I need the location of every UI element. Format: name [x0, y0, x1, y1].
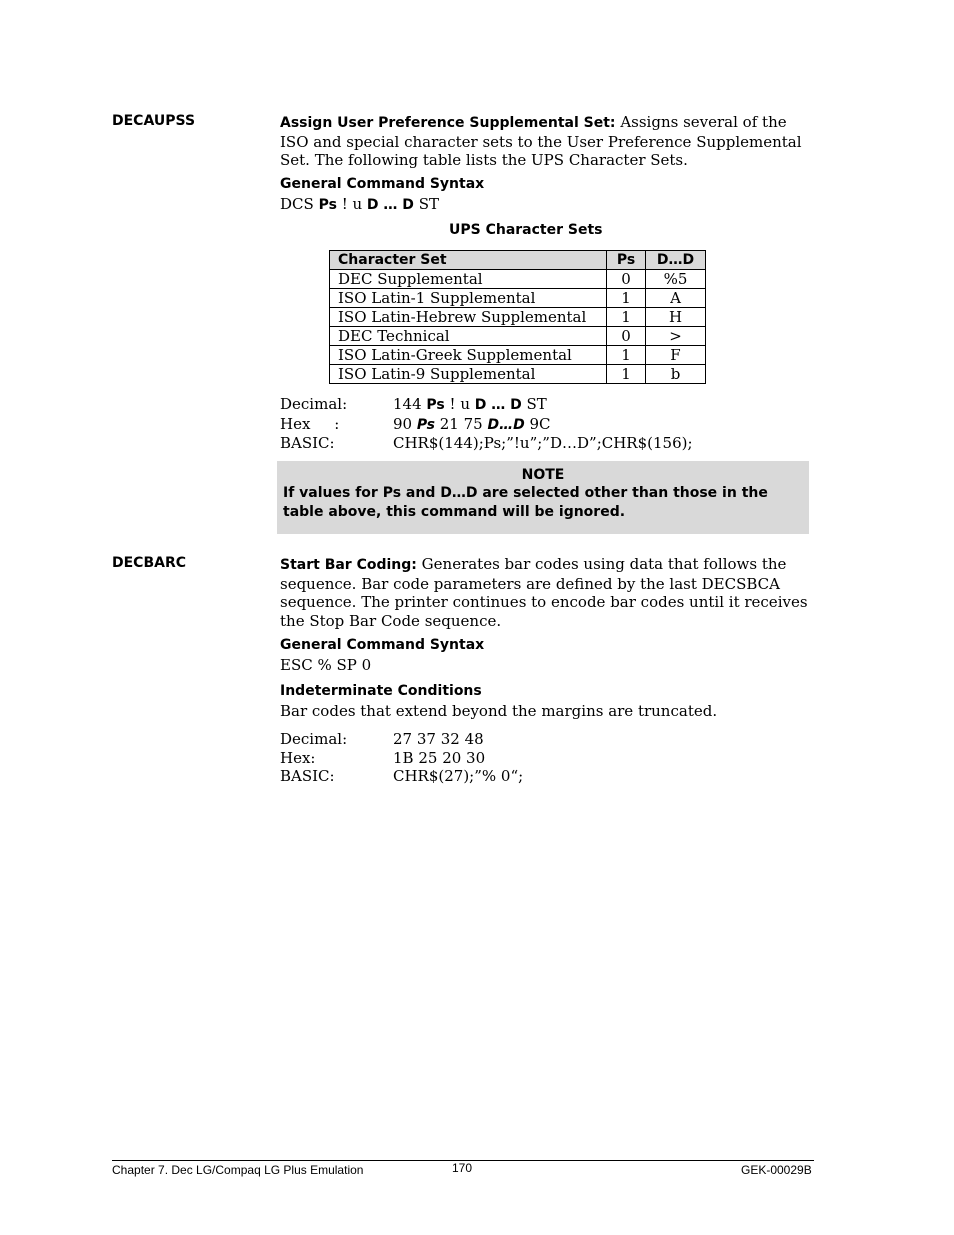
header-character-set: Character Set — [330, 251, 607, 270]
cell-character-set: ISO Latin-Greek Supplemental — [330, 346, 607, 365]
note-body: If values for Ps and D…D are selected other than those in the table above, this command will be ignored. — [283, 485, 768, 520]
cell-ps: 0 — [607, 270, 646, 289]
cell-ps: 1 — [607, 308, 646, 327]
decaupss-heading: Assign User Preference Supplemental Set: — [280, 115, 616, 131]
cell-dd: > — [646, 327, 706, 346]
footer-chapter: Chapter 7. Dec LG/Compaq LG Plus Emulation — [112, 1163, 364, 1177]
decimal-label: Decimal: — [280, 395, 348, 413]
cell-character-set: DEC Supplemental — [330, 270, 607, 289]
cell-dd: F — [646, 346, 706, 365]
note-title: NOTE — [521, 467, 565, 483]
header-dd: D…D — [646, 251, 706, 270]
hex-value: 90 Ps 21 75 D…D 9C — [393, 414, 551, 433]
syntax-mid: ! u — [336, 195, 367, 213]
cell-dd: H — [646, 308, 706, 327]
decbarc-heading: Start Bar Coding: — [280, 557, 417, 573]
cell-ps: 1 — [607, 346, 646, 365]
table-row — [330, 346, 706, 365]
decimal-label: Decimal: — [280, 730, 348, 748]
decaupss-description — [280, 113, 810, 170]
basic-value: CHR$(27);”% 0“; — [393, 767, 524, 785]
table-row — [330, 327, 706, 346]
decbarc-conditions: Bar codes that extend beyond the margins are truncated. — [280, 702, 718, 720]
decbarc-conditions-label: Indeterminate Conditions — [280, 683, 482, 699]
syntax-dd: D … D — [366, 197, 414, 213]
hex-label: Hex : — [280, 414, 340, 433]
decbarc-syntax-label: General Command Syntax — [280, 637, 485, 653]
decbarc-description — [280, 555, 810, 630]
footer-doc-id: GEK-00029B — [741, 1163, 812, 1177]
syntax-prefix: DCS — [280, 195, 319, 213]
cell-ps: 1 — [607, 289, 646, 308]
decimal-value: 144 Ps ! u D … D ST — [393, 395, 547, 413]
decimal-row — [280, 730, 810, 749]
table-header-row — [330, 251, 706, 270]
cell-character-set: DEC Technical — [330, 327, 607, 346]
cell-character-set: ISO Latin-9 Supplemental — [330, 365, 607, 384]
decaupss-syntax-label: General Command Syntax — [280, 176, 485, 192]
header-ps: Ps — [607, 251, 646, 270]
cell-ps: 1 — [607, 365, 646, 384]
table-row — [330, 365, 706, 384]
cell-character-set: ISO Latin-1 Supplemental — [330, 289, 607, 308]
hex-row — [280, 415, 810, 435]
cell-ps: 0 — [607, 327, 646, 346]
syntax-ps: Ps — [318, 197, 337, 213]
decaupss-syntax — [280, 195, 439, 215]
basic-label: BASIC: — [280, 434, 335, 452]
hex-value: 1B 25 20 30 — [393, 748, 486, 767]
table-row — [330, 308, 706, 327]
decaupss-description-text: Assigns several of the ISO and special character sets to the User Preference Supplemental Set. The following table lists the UPS Character Sets. — [280, 113, 802, 169]
decbarc-codes — [280, 730, 810, 786]
decbarc-description-text: Generates bar codes using data that follows the sequence. Bar code parameters are defined by the last DECSBCA sequence. The printer continues to encode bar codes until it receives the Stop Bar Code sequence. — [280, 555, 808, 630]
ups-character-sets-table — [329, 250, 706, 384]
syntax-suffix: ST — [413, 195, 439, 213]
decbarc-syntax: ESC % SP 0 — [280, 656, 372, 674]
decimal-row — [280, 395, 810, 415]
term-decbarc: DECBARC — [112, 555, 187, 571]
basic-value: CHR$(144);Ps;”!u”;”D…D”;CHR$(156); — [393, 434, 693, 452]
table-row — [330, 270, 706, 289]
page-number: 170 — [452, 1161, 473, 1175]
cell-dd: %5 — [646, 270, 706, 289]
cell-dd: b — [646, 365, 706, 384]
decaupss-codes — [280, 395, 810, 453]
term-decaupss: DECAUPSS — [112, 113, 196, 129]
decimal-value: 27 37 32 48 — [393, 730, 484, 748]
note-box — [277, 461, 809, 534]
basic-row — [280, 434, 810, 453]
hex-label: Hex: — [280, 748, 316, 767]
basic-row — [280, 767, 810, 786]
cell-dd: A — [646, 289, 706, 308]
basic-label: BASIC: — [280, 767, 335, 785]
cell-character-set: ISO Latin-Hebrew Supplemental — [330, 308, 607, 327]
table-caption: UPS Character Sets — [449, 222, 603, 238]
table-row — [330, 289, 706, 308]
hex-row — [280, 749, 810, 768]
